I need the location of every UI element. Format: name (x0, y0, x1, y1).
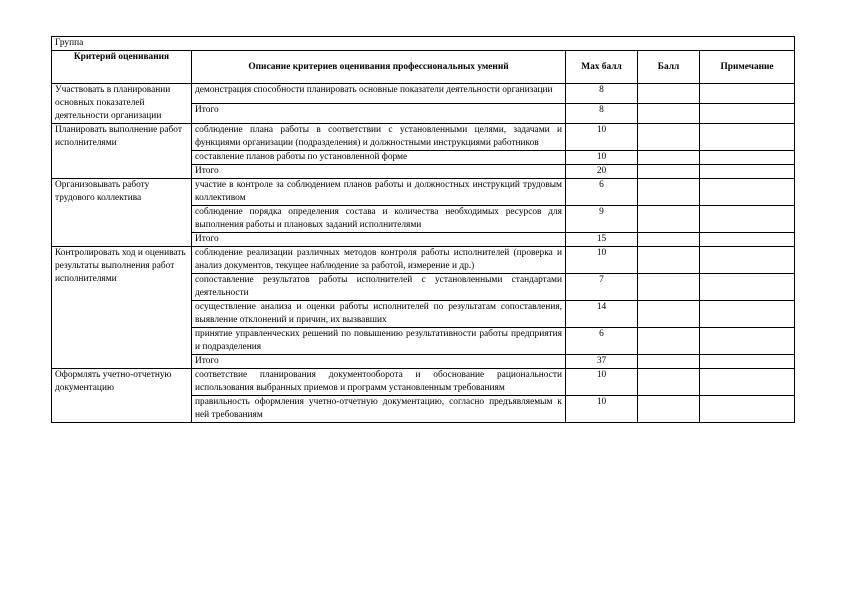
table-row (52, 369, 795, 396)
total-value: 37 (566, 355, 638, 369)
note-cell (700, 301, 795, 328)
note-cell (700, 124, 795, 151)
evaluation-table (51, 36, 795, 423)
description-cell: осуществление анализа и оценки работы исполнителей по результатам сопоставления, выявление отклонений и причин, их вызвавших (192, 301, 566, 328)
description-cell: соблюдение реализации различных методов контроля работы исполнителей (проверка и анализ документов, текущее наблюдение за работой, измерение и др.) (192, 247, 566, 274)
header-score: Балл (638, 51, 700, 84)
total-value: 15 (566, 233, 638, 247)
description-cell: участие в контроле за соблюдением планов работы и должностных инструкций трудовым коллективом (192, 179, 566, 206)
description-cell: соответствие планирования документооборота и обоснование рациональности использования выбранных приемов и программ установленным требованиям (192, 369, 566, 396)
note-cell (700, 206, 795, 233)
total-label: Итого (192, 233, 566, 247)
score-cell (638, 274, 700, 301)
score-cell (638, 369, 700, 396)
score-cell (638, 247, 700, 274)
header-row (52, 51, 795, 84)
score-cell (638, 165, 700, 179)
description-cell: соблюдение плана работы в соответствии с установленными целями, задачами и функциями организации (подразделения) и должностными инструкциями работников (192, 124, 566, 151)
table-row (52, 179, 795, 206)
note-cell (700, 84, 795, 104)
table-row (52, 84, 795, 104)
max-score-cell: 10 (566, 369, 638, 396)
max-score-cell: 7 (566, 274, 638, 301)
description-cell: демонстрация способности планировать основные показатели деятельности организации (192, 84, 566, 104)
group-label: Группа (52, 37, 795, 51)
score-cell (638, 233, 700, 247)
group-row (52, 37, 795, 51)
note-cell (700, 369, 795, 396)
note-cell (700, 104, 795, 124)
score-cell (638, 151, 700, 165)
score-cell (638, 104, 700, 124)
max-score-cell: 14 (566, 301, 638, 328)
note-cell (700, 355, 795, 369)
description-cell: составление планов работы по установленной форме (192, 151, 566, 165)
header-description: Описание критериев оценивания профессиональных умений (192, 51, 566, 84)
description-cell: соблюдение порядка определения состава и количества необходимых ресурсов для выполнения работы и плановых заданий исполнителями (192, 206, 566, 233)
max-score-cell: 10 (566, 247, 638, 274)
max-score-cell: 8 (566, 84, 638, 104)
description-cell: правильность оформления учетно-отчетную документацию, согласно предъявляемым к ней требованиям (192, 396, 566, 423)
header-criterion: Критерий оценивания (52, 51, 192, 84)
max-score-cell: 10 (566, 396, 638, 423)
total-value: 20 (566, 165, 638, 179)
description-cell: принятие управленческих решений по повышению результативности работы предприятия и подразделения (192, 328, 566, 355)
score-cell (638, 84, 700, 104)
table-row (52, 124, 795, 151)
score-cell (638, 179, 700, 206)
note-cell (700, 179, 795, 206)
criterion-cell: Участвовать в планировании основных показателей деятельности организации (52, 84, 192, 124)
header-note: Примечание (700, 51, 795, 84)
score-cell (638, 206, 700, 233)
total-label: Итого (192, 165, 566, 179)
max-score-cell: 10 (566, 124, 638, 151)
criterion-cell: Планировать выполнение работ исполнителями (52, 124, 192, 179)
note-cell (700, 151, 795, 165)
note-cell (700, 274, 795, 301)
table-row (52, 247, 795, 274)
total-label: Итого (192, 355, 566, 369)
note-cell (700, 396, 795, 423)
criterion-cell: Организовывать работу трудового коллектива (52, 179, 192, 247)
score-cell (638, 328, 700, 355)
note-cell (700, 328, 795, 355)
note-cell (700, 247, 795, 274)
max-score-cell: 9 (566, 206, 638, 233)
score-cell (638, 396, 700, 423)
note-cell (700, 165, 795, 179)
criterion-cell: Контролировать ход и оценивать результаты выполнения работ исполнителями (52, 247, 192, 369)
max-score-cell: 6 (566, 328, 638, 355)
total-label: Итого (192, 104, 566, 124)
total-value: 8 (566, 104, 638, 124)
score-cell (638, 124, 700, 151)
description-cell: сопоставление результатов работы исполнителей с установленными стандартами деятельности (192, 274, 566, 301)
max-score-cell: 6 (566, 179, 638, 206)
header-max-score: Max балл (566, 51, 638, 84)
criterion-cell: Оформлять учетно-отчетную документацию (52, 369, 192, 423)
note-cell (700, 233, 795, 247)
max-score-cell: 10 (566, 151, 638, 165)
score-cell (638, 301, 700, 328)
score-cell (638, 355, 700, 369)
